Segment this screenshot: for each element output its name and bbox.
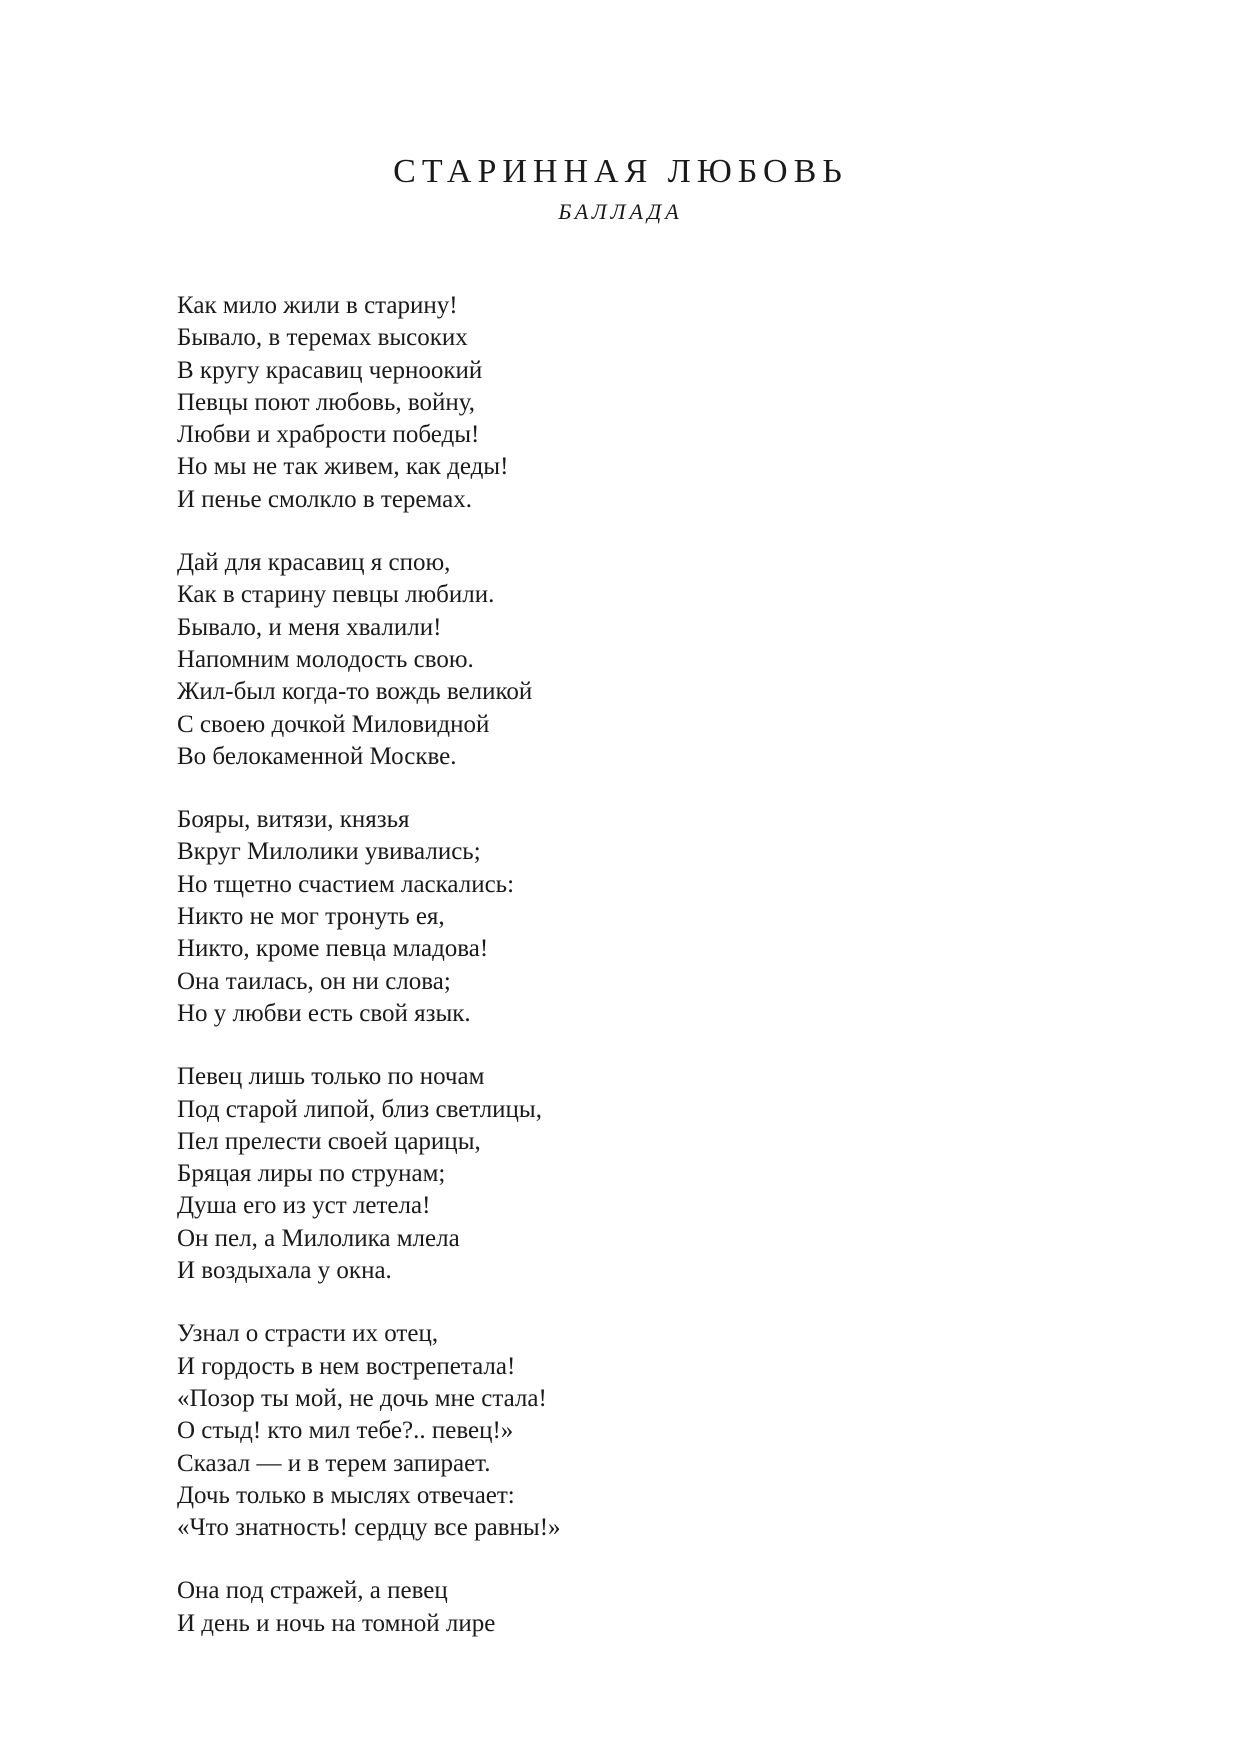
poem-line: Она таилась, он ни слова; bbox=[177, 967, 451, 995]
poem-line: И гордость в нем вострепетала! bbox=[177, 1352, 516, 1380]
poem-line: Любви и храбрости победы! bbox=[177, 421, 480, 449]
poem-line: Душа его из уст летела! bbox=[177, 1192, 431, 1220]
poem-line: Как в старину певцы любили. bbox=[177, 581, 495, 609]
poem-line: Певец лишь только по ночам bbox=[177, 1063, 485, 1091]
poem-line: В кругу красавиц черноокий bbox=[177, 356, 483, 384]
page-title: СТАРИННАЯ ЛЮБОВЬ bbox=[393, 153, 848, 190]
stanza-5 bbox=[177, 1318, 1077, 1544]
poem-line: Во белокаменной Москве. bbox=[177, 742, 457, 770]
poem-line: Бряцая лиры по струнам; bbox=[177, 1160, 446, 1188]
page-subtitle: БАЛЛАДА bbox=[558, 199, 683, 224]
stanza-6 bbox=[177, 1575, 1077, 1640]
poem-line: Певцы поют любовь, войну, bbox=[177, 388, 475, 416]
poem-line: Узнал о страсти их отец, bbox=[177, 1320, 439, 1348]
poem-line: Но у любви есть свой язык. bbox=[177, 999, 471, 1027]
poem-line: Как мило жили в старину! bbox=[177, 292, 458, 319]
stanza-1 bbox=[177, 290, 1077, 516]
stanza-3 bbox=[177, 804, 1077, 1030]
poem-line: Вкруг Милолики увивались; bbox=[177, 838, 481, 866]
poem-line: И воздыхала у окна. bbox=[177, 1257, 392, 1285]
poem-line: И пенье смолкло в теремах. bbox=[177, 485, 473, 513]
poem-line: Напомним молодость свою. bbox=[177, 645, 474, 673]
poem-line: «Что знатность! сердцу все равны!» bbox=[177, 1514, 561, 1542]
poem-line: Дай для красавиц я спою, bbox=[177, 549, 451, 577]
poem-line: Жил-был когда-то вождь великой bbox=[177, 678, 533, 706]
poem-line: Дочь только в мыслях отвечает: bbox=[177, 1481, 515, 1509]
poem-line: Пел прелести своей царицы, bbox=[177, 1127, 481, 1155]
stanza-2 bbox=[177, 547, 1077, 773]
poem-line: Никто, кроме певца младова! bbox=[177, 935, 489, 963]
poem-line: О стыд! кто мил тебе?.. певец!» bbox=[177, 1417, 514, 1445]
poem-line: Но мы не так живем, как деды! bbox=[177, 453, 509, 481]
poem-line: Бывало, и меня хвалили! bbox=[177, 613, 442, 641]
poem-line: Он пел, а Милолика млела bbox=[177, 1224, 460, 1252]
stanza-4 bbox=[177, 1061, 1077, 1287]
poem-line: Но тщетно счастием ласкались: bbox=[177, 870, 515, 898]
poem-line: Бывало, в теремах высоких bbox=[177, 324, 468, 352]
poem-line: Под старой липой, близ светлицы, bbox=[177, 1095, 542, 1123]
poem-line: И день и ночь на томной лире bbox=[177, 1609, 496, 1637]
poem-line: Бояры, витязи, князья bbox=[177, 806, 410, 834]
poem-line: Никто не мог тронуть ея, bbox=[177, 903, 445, 931]
poem-line: Она под стражей, а певец bbox=[177, 1577, 448, 1605]
poem-line: С своею дочкой Миловидной bbox=[177, 710, 490, 738]
poem-body bbox=[177, 290, 1077, 1640]
poem-line: «Позор ты мой, не дочь мне стала! bbox=[177, 1384, 547, 1412]
poem-line: Сказал — и в терем запирает. bbox=[177, 1449, 491, 1477]
